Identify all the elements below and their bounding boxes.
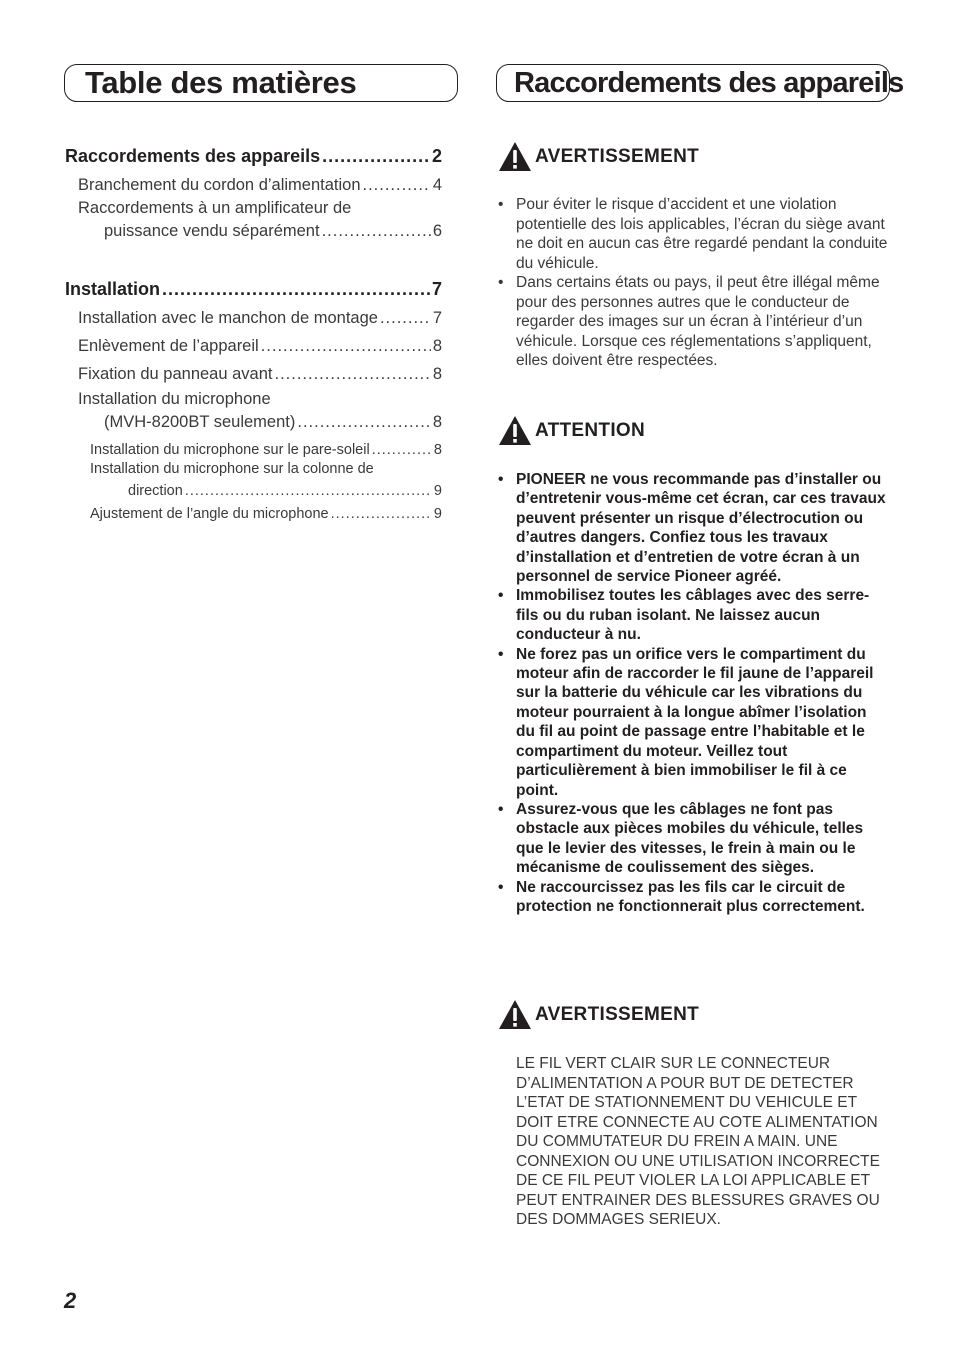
- toc-entry-page: 8: [432, 365, 442, 383]
- toc-leader: [372, 442, 432, 458]
- toc-leader: [261, 337, 431, 356]
- toc-entry-label: Installation avec le manchon de montage: [78, 309, 378, 327]
- toc-entry-label: Ajustement de l’angle du microphone: [90, 506, 329, 522]
- toc-entry-page: 2: [431, 146, 442, 166]
- toc-entry-page: 4: [432, 176, 442, 194]
- warning-note: LE FIL VERT CLAIR SUR LE CONNECTEUR D’ALIMENTATION A POUR BUT DE DETECTER L’ETAT DE STATIONNEMENT DU VEHICULE ET DOIT ETRE CONNECTE AU COTE ALIMENTATION DU COMMUTATEUR DU FREIN A MAIN. UNE CONNEXION OU UNE UTILISATION INCORRECTE DE CE FIL PEUT VIOLER LA LOI APPLICABLE ET PEUT ENTRAINER DES BLESSURES GRAVES OU DES DOMMAGES SERIEUX.: [516, 1055, 880, 1228]
- section-title: Raccordements des appareils: [514, 66, 904, 99]
- caution-heading-text: ATTENTION: [535, 419, 646, 441]
- list-item: • Ne raccourcissez pas les fils car le circuit de protection ne fonctionnerait plus correctement.: [498, 878, 888, 917]
- list-item: • Ne forez pas un orifice vers le compartiment du moteur afin de raccorder le fil jaune de l’appareil sur la batterie du véhicule car les vibrations du moteur pourraient à la longue abîmer l’isolation du fil au point de passage entre l’habitable et le compartiment du moteur. Veillez tout particulièrement à bien immobiliser le fil à ce point.: [498, 645, 888, 800]
- toc-entry-page: 9: [433, 506, 442, 522]
- warning-triangle-icon: [498, 415, 532, 446]
- toc-entry-page: 7: [431, 279, 442, 299]
- warning-heading-text: AVERTISSEMENT: [535, 145, 700, 167]
- toc-entry-colonne[interactable]: [65, 459, 442, 499]
- toc-entry-page: 8: [432, 337, 442, 355]
- toc-entry-label-cont: puissance vendu séparément: [104, 222, 320, 240]
- toc-entry-page: 9: [433, 483, 442, 499]
- caution-list: [498, 470, 888, 916]
- toc-leader: [380, 309, 431, 328]
- toc-entry-fixation[interactable]: [65, 356, 442, 384]
- toc-leader: [274, 365, 430, 384]
- toc-entry-label: Enlèvement de l’appareil: [78, 337, 259, 355]
- warning-heading-text: AVERTISSEMENT: [535, 1003, 700, 1025]
- toc-entry-label: Installation du microphone sur la colonne de: [90, 461, 374, 477]
- toc-entry-page: 6: [432, 222, 442, 240]
- brand-name: PIONEER: [516, 471, 586, 488]
- toc-entry-manchon[interactable]: [65, 300, 442, 328]
- warning-list: [498, 195, 888, 371]
- toc-entry-label: Installation du microphone sur le pare-soleil: [90, 442, 370, 458]
- toc-leader: [322, 222, 431, 241]
- warning-triangle-icon: [498, 999, 532, 1030]
- toc-entry-pare-soleil[interactable]: [65, 436, 442, 458]
- list-item-text: ne vous recommande pas d’installer ou d’entretenir vous-même cet écran, car ces travaux peuvent présenter un risque d’électrocution ou d’autres dangers. Confiez tous les travaux d’installation et d’entretien de votre écran à un personnel de service Pioneer agréé.: [516, 471, 886, 586]
- list-item: • Pour éviter le risque d’accident et une violation potentielle des lois applicables, l’écran du siège avant ne doit en aucun cas être regardé pendant la conduite du véhicule.: [498, 195, 888, 273]
- toc-entry-enlevement[interactable]: [65, 328, 442, 356]
- toc-entry-page: 8: [433, 442, 442, 458]
- warning-heading: [498, 141, 699, 172]
- toc-entry-microphone[interactable]: [65, 388, 442, 432]
- list-item: [498, 470, 888, 586]
- list-item: • Immobilisez toutes les câblages avec des serre-fils ou du ruban isolant. Ne laissez aucun conducteur à nu.: [498, 586, 888, 644]
- toc-entry-amplificateur[interactable]: [65, 197, 442, 241]
- toc-entry-label: Installation du microphone: [78, 390, 271, 408]
- toc-leader: [185, 483, 432, 499]
- caution-heading: [498, 415, 645, 446]
- toc-entry-ajustement[interactable]: [65, 500, 442, 522]
- warning-heading-2: [498, 999, 699, 1030]
- toc-entry-branchement[interactable]: [65, 167, 442, 195]
- toc-entry-page: 8: [432, 413, 442, 431]
- toc-entry-label-cont: (MVH-8200BT seulement): [104, 413, 296, 431]
- toc-entry-page: 7: [432, 309, 442, 327]
- toc-entry-label: Branchement du cordon d’alimentation: [78, 176, 361, 194]
- list-item: • Dans certains états ou pays, il peut être illégal même pour des personnes autres que le conducteur de regarder des images sur un écran à l’intérieur d’un véhicule. Lorsque ces réglementations s’appliquent, elles doivent être respectées.: [498, 273, 888, 371]
- toc-entry-label: Raccordements à un amplificateur de: [78, 199, 352, 217]
- toc-entry-raccordements[interactable]: [65, 137, 442, 167]
- toc-entry-label-cont: direction: [128, 483, 183, 499]
- toc-leader: [331, 506, 432, 522]
- toc-leader: [363, 176, 431, 195]
- page-number: 2: [64, 1288, 77, 1313]
- toc-entry-label: Installation: [65, 279, 161, 299]
- section-title-box: [496, 64, 904, 102]
- toc-leader: [322, 146, 430, 167]
- table-of-contents: [65, 137, 442, 522]
- toc-title-box: [64, 64, 458, 102]
- toc-title: Table des matières: [85, 65, 357, 100]
- list-item: • Assurez-vous que les câblages ne font pas obstacle aux pièces mobiles du véhicule, telles que le levier des vitesses, le frein à main ou le mécanisme de coulissement des sièges.: [498, 800, 888, 878]
- toc-entry-installation[interactable]: [65, 270, 442, 300]
- toc-entry-label: Fixation du panneau avant: [78, 365, 273, 383]
- warning-triangle-icon: [498, 141, 532, 172]
- toc-entry-label: Raccordements des appareils: [65, 146, 321, 166]
- toc-leader: [297, 413, 430, 432]
- toc-leader: [162, 279, 430, 300]
